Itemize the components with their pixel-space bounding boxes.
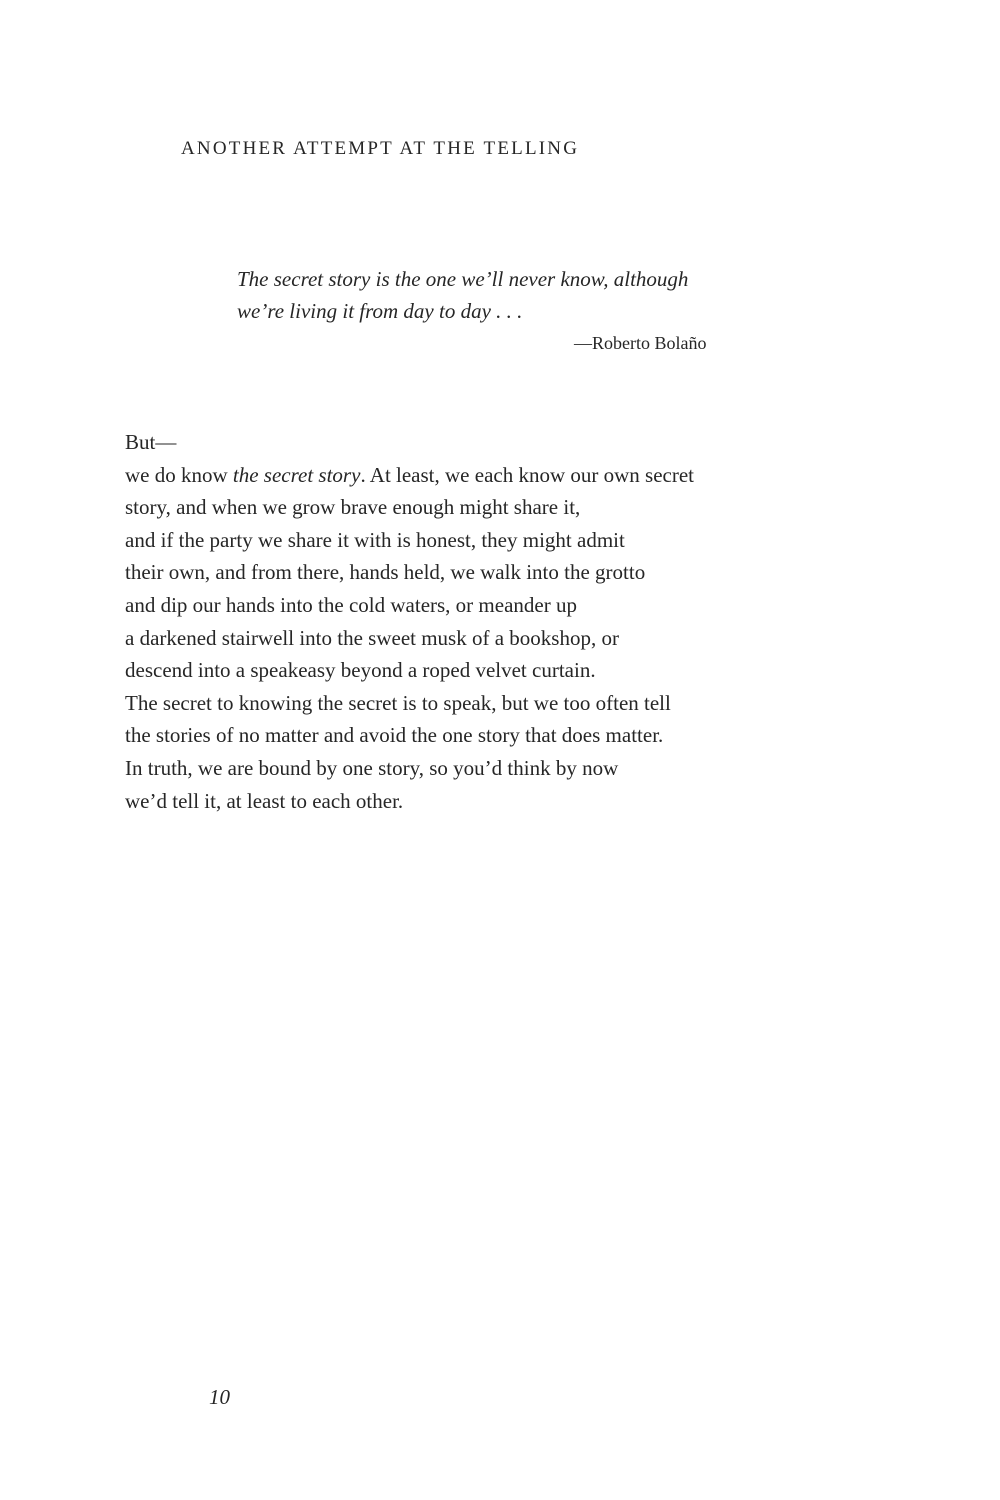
poem-text: we do know [125, 462, 233, 487]
poem-line: and if the party we share it with is honest, they might admit [125, 527, 625, 552]
poem-line: the stories of no matter and avoid the one story that does matter. [125, 723, 664, 748]
poem-line: But— [125, 430, 177, 454]
poem-line: their own, and from there, hands held, we walk into the grotto [125, 560, 646, 585]
epigraph-line: The secret story is the one we’ll never know, although [237, 267, 689, 291]
page-number: 10 [209, 1385, 230, 1409]
poem-line: descend into a speakeasy beyond a roped velvet curtain. [125, 658, 596, 683]
poem-body [125, 426, 825, 817]
poem-line: we’d tell it, at least to each other. [125, 788, 404, 813]
poem-italic-phrase: the secret story [232, 462, 361, 487]
epigraph-line: we’re living it from day to day . . . [237, 299, 523, 323]
poem-line: The secret to knowing the secret is to speak, but we too often tell [125, 690, 671, 715]
epigraph [237, 263, 737, 353]
poem-line: a darkened stairwell into the sweet musk of a bookshop, or [125, 625, 619, 650]
poem-line: In truth, we are bound by one story, so you’d think by now [125, 755, 619, 780]
poem-text: . At least, we each know our own secret [360, 462, 694, 487]
epigraph-attribution: —Roberto Bolaño [574, 333, 707, 353]
poem-title: ANOTHER ATTEMPT AT THE TELLING [181, 138, 580, 159]
poem-line: and dip our hands into the cold waters, or meander up [125, 592, 577, 617]
poem-line: story, and when we grow brave enough might share it, [125, 495, 581, 520]
poem-line [125, 459, 825, 492]
